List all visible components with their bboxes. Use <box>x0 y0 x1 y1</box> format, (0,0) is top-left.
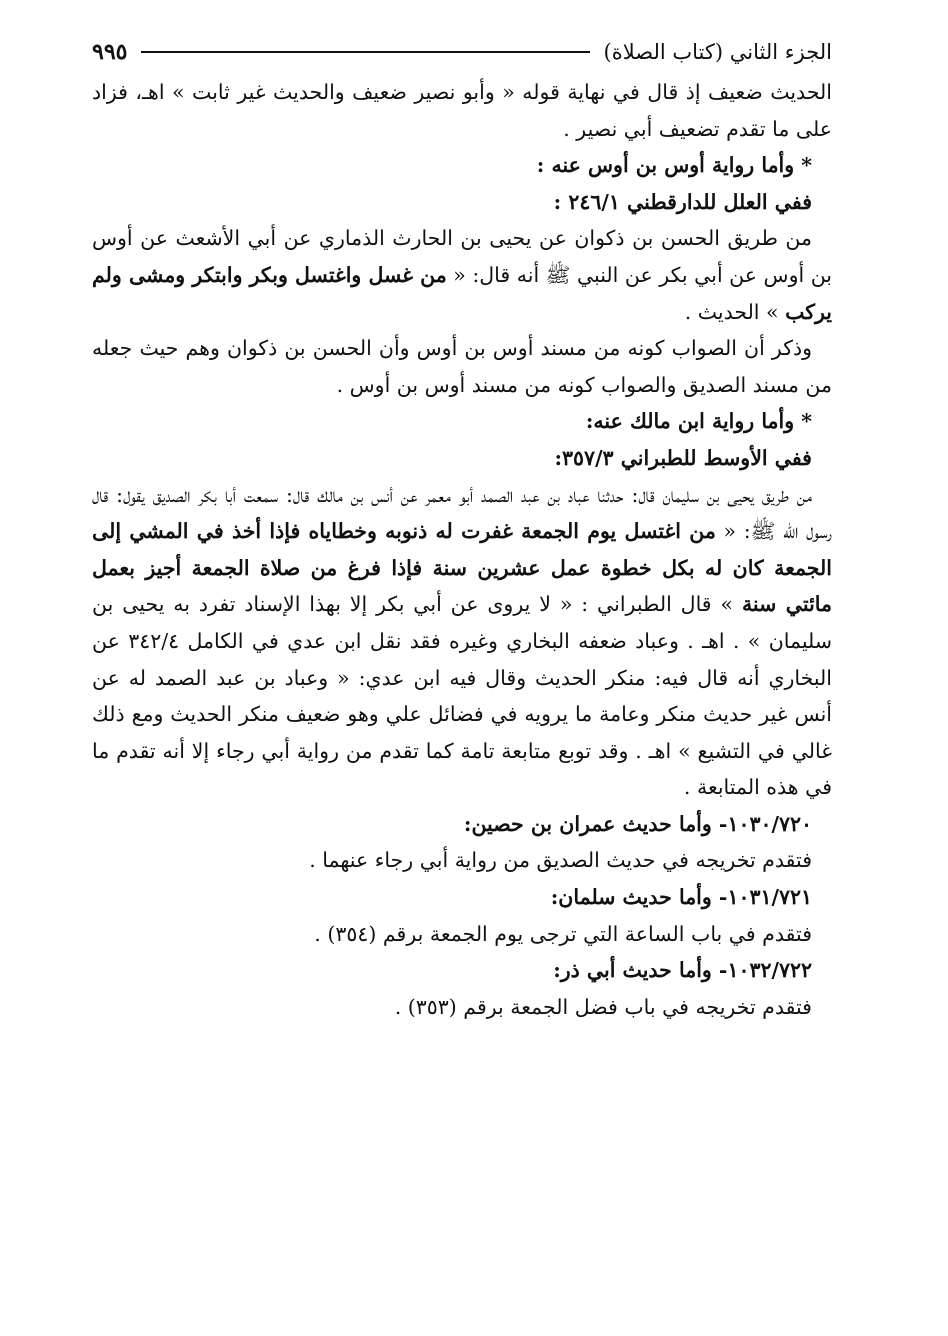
paragraph: فتقدم تخريجه في باب فضل الجمعة برقم (٣٥٣) . <box>394 994 812 1019</box>
book-page <box>92 30 832 1320</box>
paragraph <box>92 220 832 330</box>
hadith-heading: ١٠٣١/٧٢١- وأما حديث سلمان: <box>550 885 812 910</box>
paragraph: وذكر أن الصواب كونه من مسند أوس بن أوس وأن الحسن بن ذكوان وهم حيث جعله من مسند الصديق والصواب كونه من مسند أوس بن أوس . <box>92 336 832 397</box>
section-heading: * وأما رواية أوس بن أوس عنه : <box>536 153 812 178</box>
paragraph-text: » قال الطبراني : « لا يروى عن أبي بكر إلا بهذا الإسناد تفرد به يحيى بن سليمان » . اهـ . وعباد ضعفه البخاري وغيره فقد نقل ابن عدي في الكامل ٣٤٢/٤ عن البخاري أنه قال فيه: منكر الحديث وقال فيه ابن عدي: « وعباد بن عبد الصمد له عن أنس غير حديث منكر وعامة ما يرويه في فضائل علي وهو ضعيف منكر الحديث ومع ذلك غالي في التشيع » اهـ . وقد توبع متابعة تامة كما تقدم من رواية أبي رجاء إلا أنه تقدم ما في هذه المتابعة . <box>92 592 832 800</box>
paragraph-text: من طريق يحيى بن سليمان قال: حدثنا عباد بن عبد الصمد أبو معمر عن أنس بن مالك قال: سمعت أبا بكر الصديق يقول: قال رسول الله ﷺ: « <box>92 482 833 544</box>
page-number: ٩٩٥ <box>92 39 128 65</box>
hadith-text: من اغتسل يوم الجمعة غفرت له ذنوبه وخطاياه فإذا أخذ في المشي إلى الجمعة كان له بكل خطوة عمل عشرين سنة فإذا فرغ من صلاة الجمعة أجيز بعمل مائتي سنة <box>92 519 833 617</box>
page-header <box>92 30 832 74</box>
hadith-heading: ١٠٣٠/٧٢٠- وأما حديث عمران بن حصين: <box>463 811 812 836</box>
paragraph-text: » الحديث . <box>684 299 786 324</box>
paragraph: الحديث ضعيف إذ قال في نهاية قوله « وأبو نصير ضعيف والحديث غير ثابت » اهـ، فزاد على ما تقدم تضعيف أبي نصير . <box>92 80 832 141</box>
running-title: الجزء الثاني (كتاب الصلاة) <box>603 40 832 64</box>
hadith-text: من غسل واغتسل وبكر وابتكر ومشى ولم يركب <box>92 262 832 324</box>
hadith-heading: ١٠٣٢/٧٢٢- وأما حديث أبي ذر: <box>553 958 812 983</box>
source-line: ففي الأوسط للطبراني ٣٥٧/٣: <box>554 445 812 470</box>
page-body <box>92 74 832 1025</box>
header-rule <box>141 51 589 53</box>
section-heading: * وأما رواية ابن مالك عنه: <box>585 409 812 434</box>
paragraph: فتقدم في باب الساعة التي ترجى يوم الجمعة برقم (٣٥٤) . <box>314 921 812 946</box>
paragraph: فتقدم تخريجه في حديث الصديق من رواية أبي رجاء عنهما . <box>309 848 812 873</box>
source-line: ففي العلل للدارقطني ٢٤٦/١ : <box>553 189 812 214</box>
paragraph <box>92 477 832 806</box>
paragraph-text: من طريق الحسن بن ذكوان عن يحيى بن الحارث الذماري عن أبي الأشعث عن أوس بن أوس عن أبي بكر عن النبي ﷺ أنه قال: « <box>92 226 833 287</box>
